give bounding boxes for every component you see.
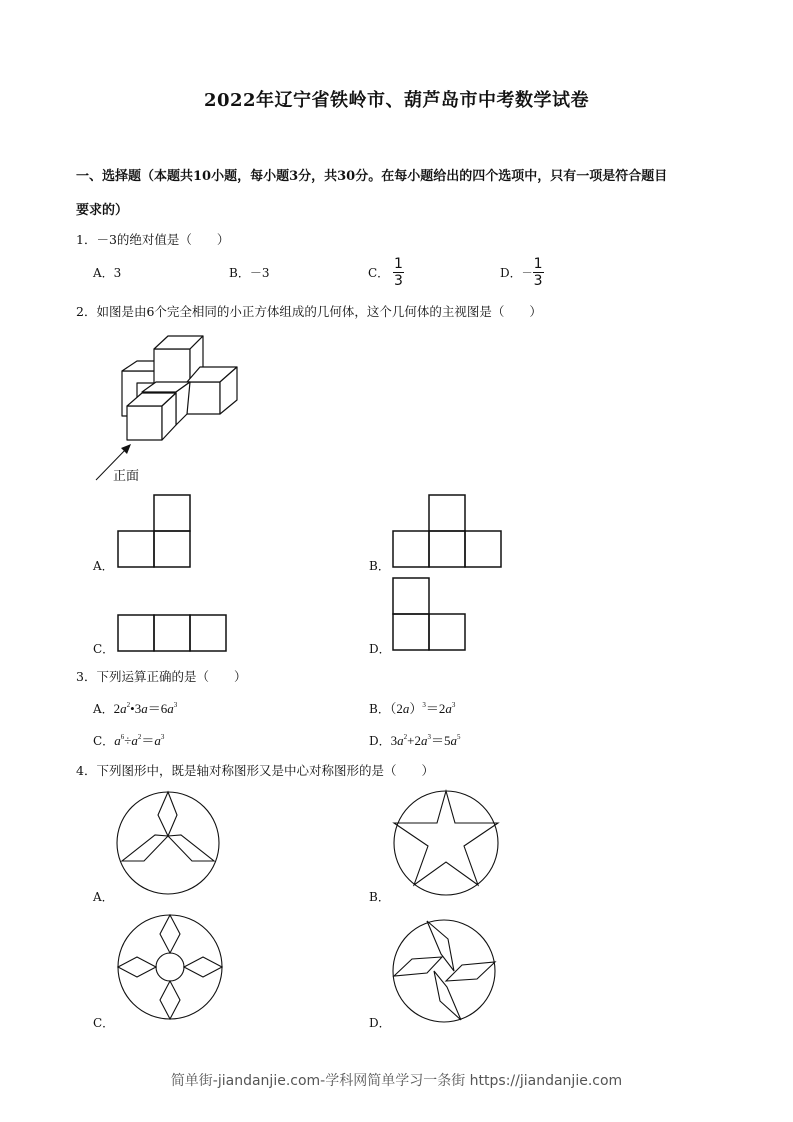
question-number: 2． bbox=[76, 304, 97, 319]
option-expression: $a^6\div a^2=a^3$ bbox=[114, 733, 165, 748]
document-title: 2022年辽宁省铁岭市、葫芦岛市中考数学试卷 bbox=[203, 90, 590, 111]
q2-option-c-label: C． bbox=[93, 642, 115, 656]
q2-option-c-figure bbox=[117, 614, 227, 652]
question-stem: －3的绝对值是（ ） bbox=[96, 232, 230, 247]
page-footer: 简单街-jiandanjie.com-学科网简单学习一条街 https://jiandanjie.com bbox=[170, 1073, 623, 1089]
q4-option-d-figure bbox=[392, 919, 496, 1023]
section-heading-line1: 一、选择题（本题共10小题，每小题3分，共30分。在每小题给出的四个选项中，只有一项是符合题目 bbox=[76, 169, 668, 184]
option-label: B． bbox=[369, 702, 390, 716]
option-text: －3 bbox=[249, 266, 270, 280]
q2-option-a-label: A． bbox=[93, 559, 114, 573]
q4-option-c-figure bbox=[117, 914, 223, 1020]
option-label: C． bbox=[93, 734, 115, 748]
q3-option-a bbox=[93, 698, 177, 717]
question-3 bbox=[76, 667, 246, 685]
q3-option-d bbox=[369, 730, 460, 749]
question-stem: 如图是由6个完全相同的小正方体组成的几何体，这个几何体的主视图是（ ） bbox=[96, 304, 542, 319]
question-number: 3． bbox=[76, 669, 97, 684]
q4-option-a-figure bbox=[115, 790, 221, 896]
option-text: 3 bbox=[113, 266, 122, 280]
option-expression: $3a^2+2a^3=5a^5$ bbox=[390, 733, 461, 748]
q4-option-b-label: B． bbox=[369, 890, 390, 904]
option-label: B． bbox=[229, 266, 250, 280]
question-number: 1． bbox=[76, 232, 97, 247]
question-number: 4． bbox=[76, 763, 97, 778]
q2-option-d-label: D． bbox=[369, 642, 391, 656]
numerator: 1 bbox=[533, 256, 543, 272]
question-4 bbox=[76, 761, 434, 779]
front-view-label: 正面 bbox=[113, 469, 140, 484]
q4-option-c-label: C． bbox=[93, 1016, 115, 1030]
q2-option-a-figure bbox=[117, 495, 192, 569]
option-expression: $(2a)^3=2a^3$ bbox=[389, 701, 456, 716]
q3-option-b bbox=[369, 698, 455, 717]
option-label: D． bbox=[369, 734, 391, 748]
minus-sign: － bbox=[521, 266, 533, 280]
denominator: 3 bbox=[533, 273, 543, 289]
option-label: D． bbox=[500, 266, 522, 280]
q4-option-d-label: D． bbox=[369, 1016, 391, 1030]
option-label: A． bbox=[93, 702, 114, 716]
section-heading-line2: 要求的） bbox=[76, 203, 129, 218]
option-label: C． bbox=[368, 266, 390, 280]
q2-option-b-figure bbox=[392, 495, 502, 569]
question-stem: 下列图形中，既是轴对称图形又是中心对称图形的是（ ） bbox=[96, 763, 434, 778]
q2-option-d-figure bbox=[392, 577, 467, 652]
q3-option-c bbox=[93, 730, 164, 749]
question-stem: 下列运算正确的是（ ） bbox=[96, 669, 247, 684]
q4-option-a-label: A． bbox=[93, 890, 114, 904]
denominator: 3 bbox=[394, 273, 403, 289]
q2-option-b-label: B． bbox=[369, 559, 390, 573]
option-label: A． bbox=[93, 266, 114, 280]
q4-option-b-figure bbox=[392, 788, 500, 896]
option-expression: $2a^2•3a=6a^3$ bbox=[113, 701, 178, 716]
numerator: 1 bbox=[394, 256, 403, 272]
